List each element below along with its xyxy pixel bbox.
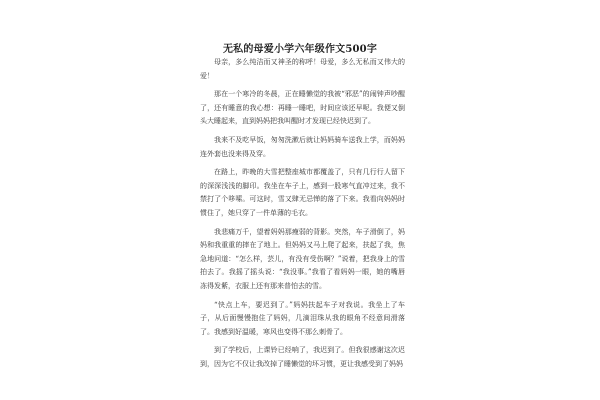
paragraph: “快点上车，要迟到了。”妈妈扶起车子对我说。我坐上了车子，从后面慢慢抱住了妈妈，几滴泪珠从我的眼角不经意间滑落了。我感到好温暖，寒风也变得不那么刺骨了。 — [200, 300, 405, 336]
paragraph: 到了学校后，上课铃已经响了，我迟到了。但我很感谢这次迟到，因为它不仅让我改掉了睡懒觉的坏习惯，更让我感受到了妈妈 — [200, 346, 405, 368]
paragraph: 母亲，多么纯洁而又神圣的称呼！母爱，多么无私而又伟大的爱！ — [200, 58, 405, 80]
paragraph: 我悲痛万千，望着妈妈那瘦弱的背影。突然，车子滑倒了，妈妈和我重重的摔在了地上。但妈妈又马上爬了起来，扶起了我，焦急地问道：“怎么样，芸儿，有没有受伤啊？”说着，把我身上的雪拍去了。我摇了摇头说：“我没事。”我看了看妈妈一眼，她的嘴唇冻得发紫，衣服上还有那来普怕去的雪。 — [200, 227, 405, 290]
paragraph: 我来不及吃早饭，匆匆洗漱后就让妈妈骑车送我上学，而妈妈连外套也没来得及穿。 — [200, 135, 405, 158]
document-body — [200, 56, 405, 376]
paragraph: 在路上，昨晚的大雪把整座城市都覆盖了，只有几行行人留下的深深浅浅的脚印。我坐在车子上，感到一股寒气直冲过来，我不禁打了个哆嗦。可这时，雪又肆无忌惮的落了下来。我看向妈妈时惯住了，她只穿了一件单薄的毛衣。 — [200, 168, 405, 217]
paragraph: 那在一个寒冷的冬晨，正在睡懒觉的我被“邪恶”的闹钟声吵醒了，还有睡意的我心想：再睡一睡吧，时间应该还早呢。我便又倒头大睡起来，直到妈妈把我叫醒时才发现已经快迟到了。 — [200, 90, 405, 126]
document-title: 无私的母爱小学六年级作文500字 — [222, 44, 378, 55]
